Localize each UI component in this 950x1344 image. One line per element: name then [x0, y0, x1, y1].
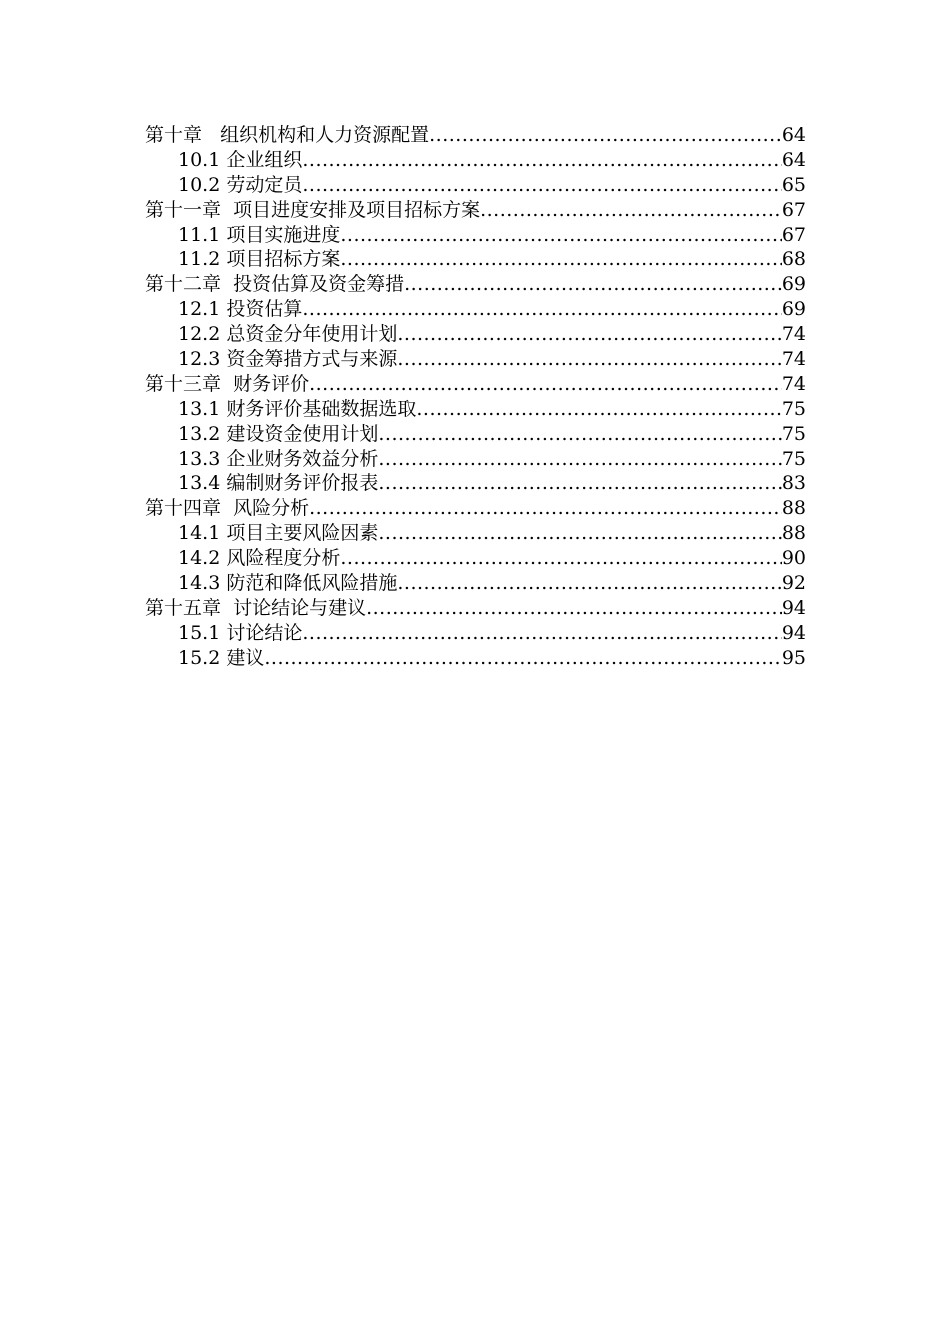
toc-dot-leader — [480, 198, 782, 223]
toc-page-number: 75 — [781, 397, 806, 420]
toc-chapter-entry[interactable] — [145, 272, 806, 297]
toc-dot-leader — [302, 621, 781, 646]
toc-section-entry[interactable] — [145, 347, 806, 372]
toc-entry-title: 11.2 项目招标方案 — [178, 248, 341, 271]
toc-section-entry[interactable] — [145, 397, 806, 422]
toc-section-entry[interactable] — [145, 223, 806, 248]
toc-page-number: 68 — [781, 248, 806, 271]
toc-chapter-entry[interactable] — [145, 123, 806, 148]
toc-section-entry[interactable] — [145, 646, 806, 671]
toc-dot-leader — [340, 546, 781, 571]
toc-dot-leader — [302, 173, 781, 198]
toc-entry-title: 第十二章 投资估算及资金筹措 — [145, 273, 405, 296]
toc-entry-title: 14.2 风险程度分析 — [178, 547, 341, 570]
toc-entry-title: 第十五章 讨论结论与建议 — [145, 596, 367, 619]
toc-entry-title: 第十四章 风险分析 — [145, 497, 310, 520]
toc-page-number: 92 — [781, 572, 806, 595]
toc-page-number: 69 — [781, 298, 806, 321]
toc-chapter-entry[interactable] — [145, 496, 806, 521]
toc-entry-title: 12.3 资金筹措方式与来源 — [178, 348, 398, 371]
toc-chapter-entry[interactable] — [145, 596, 806, 621]
toc-dot-leader — [340, 223, 781, 248]
toc-entry-title: 14.3 防范和降低风险措施 — [178, 572, 398, 595]
toc-dot-leader — [302, 148, 781, 173]
toc-page-number: 94 — [781, 621, 806, 644]
toc-page-number: 90 — [781, 547, 806, 570]
toc-section-entry[interactable] — [145, 471, 806, 496]
toc-page-number: 64 — [781, 124, 806, 146]
toc-dot-leader — [404, 272, 782, 297]
toc-dot-leader — [264, 646, 781, 671]
toc-page-number: 75 — [781, 447, 806, 470]
toc-page-number: 65 — [781, 173, 806, 196]
toc-page-number: 88 — [781, 522, 806, 545]
toc-page-number: 64 — [781, 148, 806, 171]
toc-section-entry[interactable] — [145, 571, 806, 596]
toc-dot-leader — [397, 322, 781, 347]
toc-page-number: 83 — [781, 472, 806, 495]
toc-page-number: 74 — [781, 372, 806, 395]
toc-entry-title: 10.2 劳动定员 — [178, 173, 303, 196]
toc-page-number: 69 — [781, 273, 806, 296]
toc-entry-title: 15.2 建议 — [178, 646, 265, 669]
toc-chapter-entry[interactable] — [145, 198, 806, 223]
toc-section-entry[interactable] — [145, 247, 806, 272]
toc-dot-leader — [378, 447, 781, 472]
toc-page-number: 67 — [781, 223, 806, 246]
toc-entry-title: 第十一章 项目进度安排及项目招标方案 — [145, 198, 481, 221]
toc-dot-leader — [429, 123, 782, 148]
toc-dot-leader — [302, 297, 781, 322]
toc-entry-title: 12.2 总资金分年使用计划 — [178, 323, 398, 346]
toc-page-number: 94 — [781, 596, 806, 619]
toc-page-number: 95 — [781, 646, 806, 669]
toc-section-entry[interactable] — [145, 173, 806, 198]
toc-section-entry[interactable] — [145, 297, 806, 322]
toc-entry-title: 12.1 投资估算 — [178, 298, 303, 321]
toc-entry-title: 13.4 编制财务评价报表 — [178, 472, 379, 495]
toc-entry-title: 第十三章 财务评价 — [145, 372, 310, 395]
toc-section-entry[interactable] — [145, 148, 806, 173]
toc-page-number: 74 — [781, 323, 806, 346]
toc-entry-title: 第十章 组织机构和人力资源配置 — [145, 124, 430, 146]
toc-dot-leader — [378, 422, 781, 447]
toc-dot-leader — [397, 571, 781, 596]
toc-dot-leader — [378, 471, 781, 496]
toc-dot-leader — [309, 496, 782, 521]
toc-page-number: 88 — [781, 497, 806, 520]
toc-page-number: 74 — [781, 348, 806, 371]
toc-entry-title: 15.1 讨论结论 — [178, 621, 303, 644]
toc-entry-title: 14.1 项目主要风险因素 — [178, 522, 379, 545]
toc-section-entry[interactable] — [145, 322, 806, 347]
toc-page-number: 67 — [781, 198, 806, 221]
toc-section-entry[interactable] — [145, 546, 806, 571]
toc-page-number: 75 — [781, 422, 806, 445]
toc-chapter-entry[interactable] — [145, 372, 806, 397]
toc-section-entry[interactable] — [145, 422, 806, 447]
toc-entry-title: 13.1 财务评价基础数据选取 — [178, 397, 417, 420]
toc-dot-leader — [397, 347, 781, 372]
toc-dot-leader — [340, 247, 781, 272]
toc-section-entry[interactable] — [145, 447, 806, 472]
toc-section-entry[interactable] — [145, 621, 806, 646]
toc-entry-title: 10.1 企业组织 — [178, 148, 303, 171]
toc-dot-leader — [366, 596, 782, 621]
toc-section-entry[interactable] — [145, 521, 806, 546]
toc-dot-leader — [378, 521, 781, 546]
toc-dot-leader — [309, 372, 782, 397]
toc-entry-title: 13.2 建设资金使用计划 — [178, 422, 379, 445]
table-of-contents — [145, 123, 806, 671]
toc-entry-title: 13.3 企业财务效益分析 — [178, 447, 379, 470]
toc-entry-title: 11.1 项目实施进度 — [178, 223, 341, 246]
toc-dot-leader — [416, 397, 781, 422]
